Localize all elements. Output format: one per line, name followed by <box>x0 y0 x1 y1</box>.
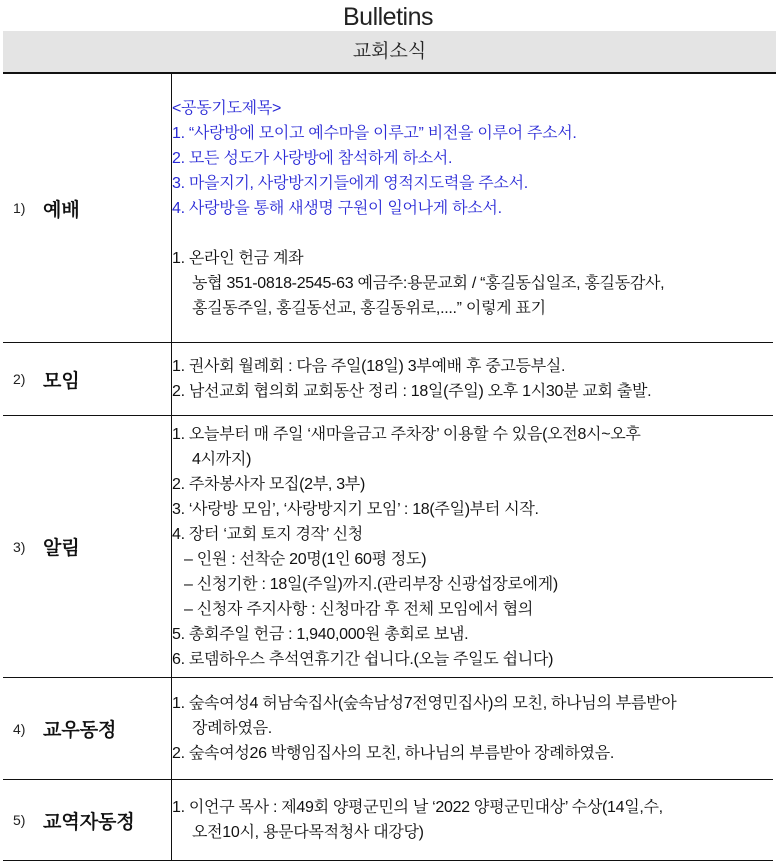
table-row-member-news <box>3 678 773 780</box>
list-item-continuation: 장례하였음. <box>192 720 272 737</box>
table-row-notice <box>3 416 773 678</box>
prayer-title: <공동기도제목> <box>172 99 282 117</box>
table-row-meeting <box>3 343 773 416</box>
row-content-cell <box>172 416 774 678</box>
table-row-worship <box>3 74 773 343</box>
list-item: 2. 숲속여성26 박행임집사의 모친, 하나님의 부름받아 장례하였음. <box>172 745 615 762</box>
list-item: 1. 권사회 월례회 : 다음 주일(18일) 3부예배 후 중고등부실. <box>172 358 566 375</box>
list-item: 2. 남선교회 협의회 교회동산 정리 : 18일(주일) 오후 1시30분 교회 출발. <box>172 383 652 400</box>
row-content-cell <box>172 780 774 861</box>
list-item: 1. 이언구 목사 : 제49회 양평군민의 날 ‘2022 양평군민대상’ 수상(14일,수, <box>172 799 663 816</box>
row-number: 1) <box>13 200 26 216</box>
list-item: 2. 주차봉사자 모집(2부, 3부) <box>172 475 365 493</box>
list-item: 1. 오늘부터 매 주일 ‘새마을금고 주차장’ 이용할 수 있음(오전8시~오후 <box>172 425 641 443</box>
row-label-cell <box>3 678 172 780</box>
row-label: 예배 <box>43 198 80 221</box>
row-content-cell <box>172 74 774 343</box>
list-item: 1. 숲속여성4 허남숙집사(숲속남성7전영민집사)의 모친, 하나님의 부름받아 <box>172 695 677 712</box>
row-label-cell <box>3 343 172 416</box>
row-number: 5) <box>13 812 26 828</box>
row-label-cell <box>3 74 172 343</box>
row-number: 3) <box>13 538 26 555</box>
sub-item: – 인원 : 선착순 20명(1인 60평 정도) <box>184 550 427 568</box>
prayer-item: 2. 모든 성도가 사랑방에 참석하게 하소서. <box>172 149 453 167</box>
list-item: 3. ‘사랑방 모임’, ‘사랑방지기 모임’ : 18(주일)부터 시작. <box>172 500 539 518</box>
section-header: 교회소식 <box>3 31 776 74</box>
row-number: 4) <box>13 720 26 737</box>
table-row-pastor-news <box>3 780 773 861</box>
row-content-cell <box>172 678 774 780</box>
row-label: 교역자동정 <box>43 810 135 833</box>
list-item: 6. 로뎀하우스 추석연휴기간 쉽니다.(오늘 주일도 쉽니다) <box>172 650 554 668</box>
spacer <box>172 221 773 246</box>
sub-item: – 신청자 주지사항 : 신청마감 후 전체 모임에서 협의 <box>184 600 534 618</box>
row-label-cell <box>3 780 172 861</box>
bulletin-table <box>3 73 773 861</box>
row-label: 모임 <box>43 369 80 392</box>
sub-item: – 신청기한 : 18일(주일)까지.(관리부장 신광섭장로에게) <box>184 575 558 593</box>
list-item-continuation: 4시까지) <box>192 450 252 468</box>
row-number: 2) <box>13 371 26 387</box>
row-label: 알림 <box>43 537 80 559</box>
prayer-item: 1. “사랑방에 모이고 예수마을 이루고” 비전을 이루어 주소서. <box>172 124 577 142</box>
offering-title: 1. 온라인 헌금 계좌 <box>172 249 304 267</box>
page-title: Bulletins <box>343 3 433 31</box>
row-label-cell <box>3 416 172 678</box>
offering-note: 홍길동주일, 홍길동선교, 홍길동위로,....” 이렇게 표기 <box>192 299 546 317</box>
row-label: 교우동정 <box>43 719 117 741</box>
list-item-continuation: 오전10시, 용문다목적청사 대강당) <box>192 824 424 841</box>
offering-account: 농협 351-0818-2545-63 예금주:용문교회 / “홍길동십일조, 홍길동감사, <box>192 274 665 292</box>
prayer-item: 4. 사랑방을 통해 새생명 구원이 일어나게 하소서. <box>172 199 502 217</box>
list-item: 5. 총회주일 헌금 : 1,940,000원 총회로 보냄. <box>172 625 469 643</box>
list-item: 4. 장터 ‘교회 토지 경작’ 신청 <box>172 525 363 543</box>
prayer-item: 3. 마을지기, 사랑방지기들에게 영적지도력을 주소서. <box>172 174 528 192</box>
row-content-cell <box>172 343 774 416</box>
